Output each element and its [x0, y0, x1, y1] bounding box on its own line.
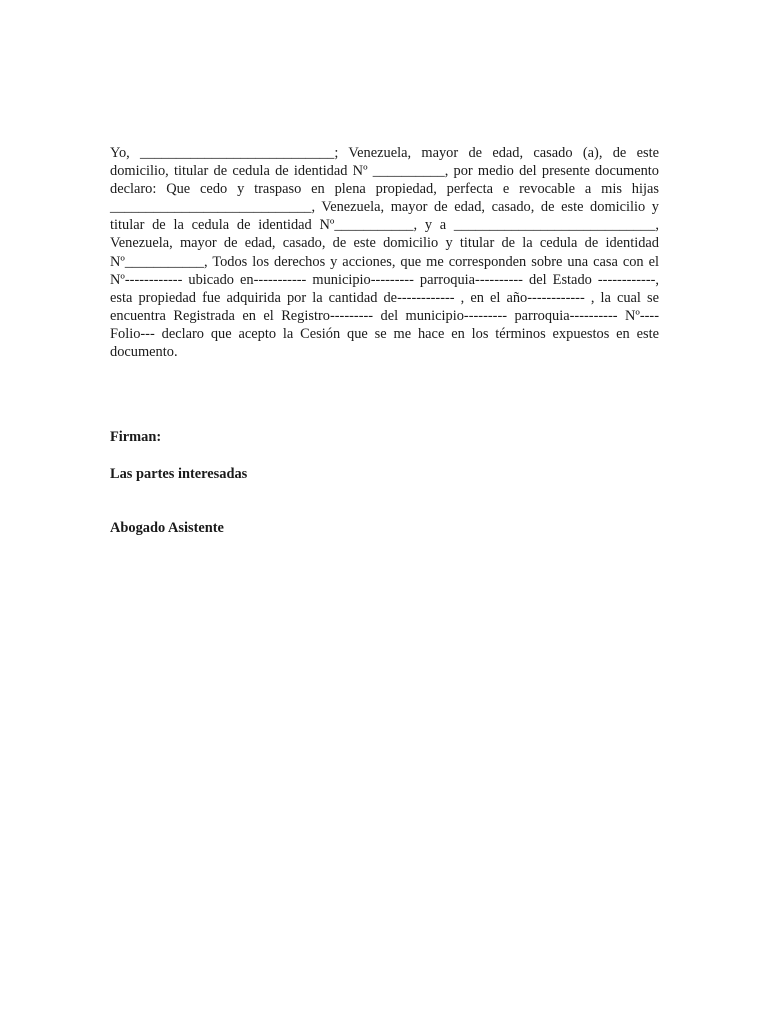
cession-body-paragraph: Yo, ___________________________; Venezuela, mayor de edad, casado (a), de este domicilio, titular de cedula de identidad Nº __________, por medio del presente documento declaro: Que cedo y traspaso en plena propiedad, perfecta e revocable a mis hijas ____________________________, Venezuela, mayor de edad, casado, de este domicilio y titular de la cedula de identidad Nº___________, y a ____________________________, Venezuela, mayor de edad, casado, de este domicilio y titular de la cedula de identidad Nº___________, Todos los derechos y acciones, que me corresponden sobre una casa con el Nº------------ ubicado en----------- municipio--------- parroquia---------- del Estado ------------, esta propiedad fue adquirida por la cantidad de------------ , en el año------------ , la cual se encuentra Registrada en el Registro--------- del municipio--------- parroquia---------- Nº---- Folio--- declaro que acepto la Cesión que se me hace en los términos expuestos en este documento.: [110, 145, 659, 361]
firman-heading: Firman:: [110, 429, 162, 445]
assisting-lawyer-label: Abogado Asistente: [110, 520, 224, 536]
interested-parties-label: Las partes interesadas: [110, 466, 248, 482]
